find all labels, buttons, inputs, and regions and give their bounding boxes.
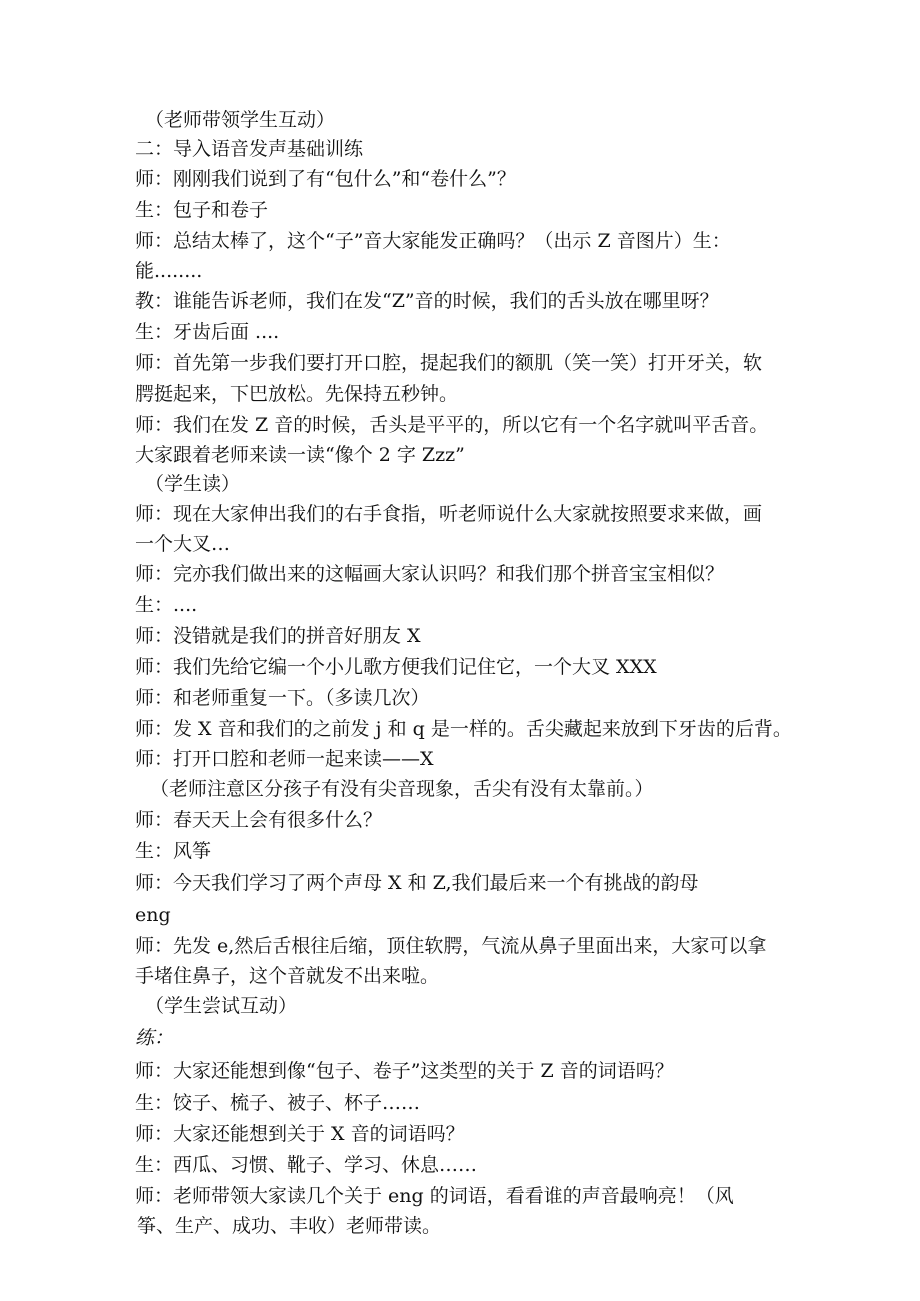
- text-line: 能........: [135, 260, 203, 282]
- text-line: 教：谁能告诉老师，我们在发“Z”音的时候，我们的舌头放在哪里呀？: [135, 290, 719, 312]
- text-line: 生：牙齿后面 ....: [135, 321, 280, 343]
- text-line: 师：现在大家伸出我们的右手食指，听老师说什么大家就按照要求来做，画: [135, 503, 763, 525]
- text-line: 生：饺子、梳子、被子、杯子……: [135, 1092, 421, 1114]
- text-line: 师：大家还能想到像“包子、卷子”这类型的关于 Z 音的词语吗？: [135, 1060, 674, 1082]
- text-line: （学生尝试互动）: [145, 995, 298, 1017]
- text-line: 大家跟着老师来读一读“像个 2 字 Zzz”: [135, 444, 465, 466]
- text-line: 师：今天我们学习了两个声母 X 和 Z,我们最后来一个有挑战的韵母: [135, 872, 699, 894]
- text-line: 师：完亦我们做出来的这幅画大家认识吗？和我们那个拼音宝宝相似？: [135, 563, 725, 585]
- text-line: 师：我们在发 Z 音的时候，舌头是平平的，所以它有一个名字就叫平舌音。: [135, 414, 769, 436]
- text-line: 筝、生产、成功、丰收）老师带读。: [137, 1215, 442, 1237]
- text-line: eng: [135, 904, 171, 926]
- text-line: 师：打开口腔和老师一起来读——X: [135, 748, 434, 770]
- text-line: （老师注意区分孩子有没有尖音现象，舌尖有没有太靠前。）: [150, 778, 654, 800]
- text-line: 生：....: [135, 594, 198, 616]
- text-line: 师：首先第一步我们要打开口腔，提起我们的额肌（笑一笑）打开牙关，软: [135, 352, 763, 374]
- text-line: 生：风筝: [135, 840, 212, 862]
- text-line: 师：大家还能想到关于 X 音的词语吗？: [135, 1123, 465, 1145]
- text-line: 腭挺起来，下巴放松。先保持五秒钟。: [135, 383, 459, 405]
- section-heading: 二：导入语音发声基础训练: [135, 138, 364, 160]
- practice-heading: 练：: [135, 1027, 174, 1049]
- text-line: 师：发 X 音和我们的之前发 j 和 q 是一样的。舌尖藏起来放到下牙齿的后背。: [135, 718, 792, 740]
- text-line: 生：西瓜、习惯、靴子、学习、休息……: [135, 1154, 478, 1176]
- text-line: 生：包子和卷子: [135, 199, 269, 221]
- text-line: （学生读）: [145, 473, 241, 495]
- text-line: 师：春天天上会有很多什么？: [135, 809, 383, 831]
- text-line: 师：我们先给它编一个小儿歌方便我们记住它，一个大叉 XXX: [135, 656, 657, 678]
- text-line: （老师带领学生互动）: [145, 109, 336, 131]
- text-line: 师：总结太棒了，这个“子”音大家能发正确吗？（出示 Z 音图片）生：: [135, 230, 731, 252]
- text-line: 一个大叉…: [135, 533, 231, 555]
- text-line: 师：老师带领大家读几个关于 eng 的词语，看看谁的声音最响亮！（风: [135, 1185, 734, 1207]
- text-line: 师：没错就是我们的拼音好朋友 X: [135, 625, 421, 647]
- document-body: [0, 106, 920, 1241]
- text-line: 手堵住鼻子，这个音就发不出来啦。: [135, 965, 440, 987]
- text-line: 师：和老师重复一下。（多读几次）: [135, 687, 430, 709]
- text-line: 师：刚刚我们说到了有“包什么”和“卷什么”？: [135, 168, 516, 190]
- text-line: 师：先发 e,然后舌根往后缩，顶住软腭，气流从鼻子里面出来，大家可以拿: [135, 935, 767, 957]
